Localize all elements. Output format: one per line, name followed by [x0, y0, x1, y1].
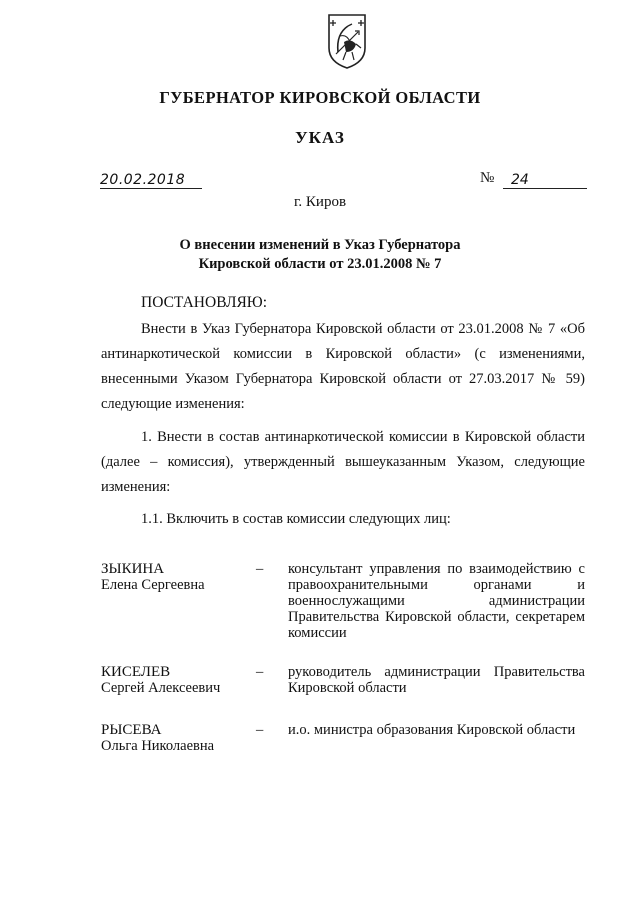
paragraph-item-1: 1. Внести в состав антинаркотической комиссии в Кировской области (далее – комиссия), утвержденный вышеуказанным Указом, следующие изменения: [101, 429, 585, 495]
member-surname: ЗЫКИНА [101, 561, 165, 577]
member-surname: РЫСЕВА [101, 722, 162, 738]
member-position: руководитель администрации Правительства Кировской области [288, 664, 585, 696]
member-given-name: Сергей Алексеевич [101, 680, 221, 696]
document-type: УКАЗ [295, 128, 345, 147]
member-surname: КИСЕЛЕВ [101, 664, 171, 680]
issuing-authority: ГУБЕРНАТОР КИРОВСКОЙ ОБЛАСТИ [159, 88, 481, 107]
city: г. Киров [293, 194, 347, 210]
number-label: № [480, 170, 495, 186]
member-position: и.о. министра образования Кировской области [288, 722, 576, 738]
paragraph-item-1-1: 1.1. Включить в состав комиссии следующих лиц: [141, 511, 451, 527]
document-date: 20.02.2018 [100, 172, 202, 189]
member-position: консультант управления по взаимодействию с правоохранительными органами и военнослужащими администрации Правительства Кировской области, секретарем комиссии [288, 561, 585, 641]
document-number: 24 [503, 172, 587, 189]
subject-line-1: О внесении изменений в Указ Губернатора [179, 237, 461, 253]
paragraph-amendment-intro: Внести в Указ Губернатора Кировской области от 23.01.2008 № 7 «Об антинаркотической комиссии в Кировской области» (с изменениями, внесенными Указом Губернатора Кировской области от 27.03.2017 № 59) следующие изменения: [101, 321, 585, 412]
subject-line-2: Кировской области от 23.01.2008 № 7 [198, 256, 442, 272]
member-dash: – [256, 722, 264, 738]
member-dash: – [256, 561, 264, 577]
document-subject [0, 236, 640, 274]
member-name [101, 561, 264, 593]
member-given-name: Ольга Николаевна [101, 738, 215, 754]
kirov-coat-of-arms-icon [326, 12, 368, 70]
member-dash: – [256, 664, 264, 680]
member-name [101, 664, 264, 696]
member-given-name: Елена Сергеевна [101, 577, 205, 593]
postanovlyayu-heading: ПОСТАНОВЛЯЮ: [141, 294, 268, 311]
member-name [101, 722, 264, 754]
